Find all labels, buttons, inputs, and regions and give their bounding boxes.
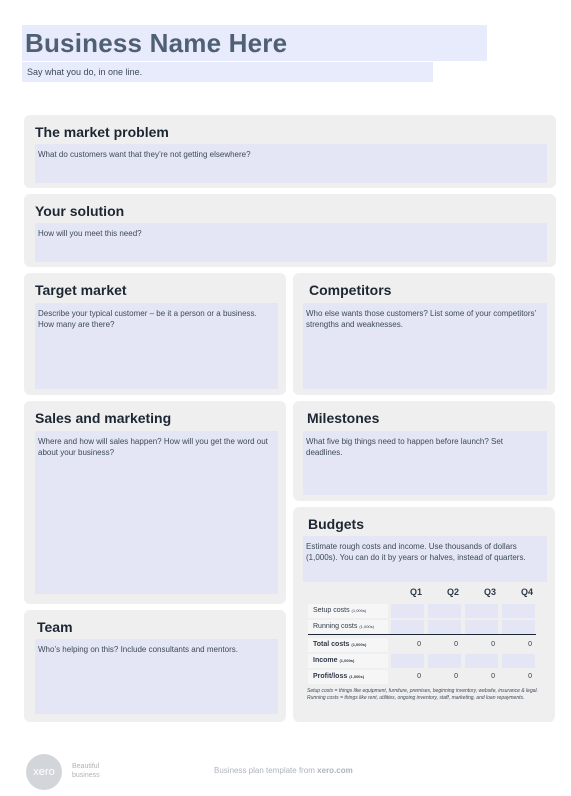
budget-row-label: Running costs bbox=[313, 623, 358, 630]
solution-heading: Your solution bbox=[35, 203, 125, 219]
budget-cell: 0 bbox=[528, 641, 532, 648]
budgets-field[interactable] bbox=[303, 536, 547, 582]
budget-unit: (1,000s) bbox=[339, 658, 355, 663]
budget-col-q1: Q1 bbox=[409, 587, 422, 597]
target-market-card bbox=[24, 273, 286, 395]
sales-marketing-field[interactable] bbox=[35, 431, 278, 594]
budget-row-total bbox=[308, 638, 538, 652]
solution-hint: How will you meet this need? bbox=[38, 229, 142, 238]
budget-unit: (1,000s) bbox=[351, 608, 367, 613]
budget-cell[interactable] bbox=[428, 604, 461, 618]
budget-row-label: Setup costs bbox=[313, 607, 350, 614]
budget-cell[interactable] bbox=[465, 620, 498, 634]
tagline-field[interactable] bbox=[22, 62, 433, 82]
footer-tagline bbox=[72, 762, 122, 780]
footer-tagline-line2: business bbox=[72, 772, 100, 779]
budget-unit: (1,000s) bbox=[351, 642, 367, 647]
budget-cell: 0 bbox=[454, 673, 458, 680]
milestones-field[interactable] bbox=[303, 431, 547, 495]
budget-unit: (1,000s) bbox=[359, 624, 374, 629]
budget-cell[interactable] bbox=[428, 654, 461, 668]
budget-cell[interactable] bbox=[465, 654, 498, 668]
budgets-heading: Budgets bbox=[308, 516, 364, 532]
sales-marketing-card bbox=[24, 401, 286, 604]
budget-cell[interactable] bbox=[502, 604, 535, 618]
tagline-text: Say what you do, in one line. bbox=[27, 67, 143, 77]
target-market-field[interactable] bbox=[35, 303, 278, 389]
budget-row-income bbox=[308, 654, 538, 668]
footer-tagline-line1: Beautiful bbox=[72, 763, 100, 770]
budget-cell[interactable] bbox=[391, 604, 424, 618]
budget-row-label: Income bbox=[313, 657, 338, 664]
milestones-hint: What five big things need to happen before launch? Set deadlines. bbox=[306, 437, 504, 457]
budget-note-running: Running costs = things like rent, utilities, ongoing inventory, staff, marketing, and loan repayments. bbox=[307, 695, 525, 701]
budget-cell: 0 bbox=[454, 641, 458, 648]
budget-cell[interactable] bbox=[428, 620, 461, 634]
budget-cell: 0 bbox=[417, 641, 421, 648]
budget-row-profit bbox=[308, 670, 538, 684]
budget-row-label: Total costs bbox=[313, 641, 350, 648]
target-market-hint: Describe your typical customer – be it a person or a business. How many are there? bbox=[38, 309, 257, 329]
budget-cell: 0 bbox=[528, 673, 532, 680]
budget-col-q4: Q4 bbox=[520, 587, 533, 597]
budget-total-divider bbox=[308, 634, 536, 635]
team-card bbox=[24, 610, 286, 722]
footer-source-link[interactable]: xero.com bbox=[317, 766, 353, 775]
milestones-card bbox=[293, 401, 555, 501]
budget-notes bbox=[307, 688, 543, 702]
market-problem-card bbox=[24, 115, 556, 188]
team-heading: Team bbox=[37, 619, 73, 635]
budget-cell[interactable] bbox=[465, 604, 498, 618]
budget-row-label: Profit/loss bbox=[313, 673, 348, 680]
budget-col-q2: Q2 bbox=[446, 587, 459, 597]
market-problem-field[interactable] bbox=[35, 144, 547, 183]
budget-cell: 0 bbox=[417, 673, 421, 680]
target-market-heading: Target market bbox=[35, 282, 127, 298]
business-name-title: Business Name Here bbox=[25, 28, 288, 58]
business-name-field[interactable] bbox=[22, 25, 487, 61]
budget-cell: 0 bbox=[491, 673, 495, 680]
budget-row-running bbox=[308, 620, 538, 634]
footer-source-prefix: Business plan template from bbox=[214, 766, 318, 775]
milestones-heading: Milestones bbox=[307, 410, 380, 426]
sales-marketing-heading: Sales and marketing bbox=[35, 410, 172, 426]
budget-unit: (1,000s) bbox=[349, 674, 365, 679]
budget-note-setup: Setup costs = things like equipment, furniture, premises, beginning inventory, website, insurance & legal. bbox=[307, 688, 539, 694]
competitors-field[interactable] bbox=[303, 303, 547, 389]
budget-cell[interactable] bbox=[391, 654, 424, 668]
competitors-card bbox=[293, 273, 555, 395]
sales-marketing-hint: Where and how will sales happen? How will you get the word out about your business? bbox=[38, 437, 268, 457]
budget-col-q3: Q3 bbox=[483, 587, 496, 597]
solution-field[interactable] bbox=[35, 223, 547, 262]
competitors-hint: Who else wants those customers? List some of your competitors’ strengths and weaknesses. bbox=[306, 309, 537, 329]
budgets-hint: Estimate rough costs and income. Use thousands of dollars (1,000s). You can do it by years or halves, instead of quarters. bbox=[306, 542, 526, 562]
footer-source bbox=[214, 766, 353, 775]
xero-logo: xero bbox=[26, 754, 62, 790]
competitors-heading: Competitors bbox=[309, 282, 392, 298]
team-hint: Who’s helping on this? Include consultants and mentors. bbox=[38, 645, 238, 654]
budget-cell: 0 bbox=[491, 641, 495, 648]
budget-cell[interactable] bbox=[502, 654, 535, 668]
budget-cell[interactable] bbox=[502, 620, 535, 634]
market-problem-heading: The market problem bbox=[35, 124, 169, 140]
budget-cell[interactable] bbox=[391, 620, 424, 634]
team-field[interactable] bbox=[35, 639, 278, 714]
solution-card bbox=[24, 194, 556, 267]
budget-row-setup bbox=[308, 604, 538, 618]
market-problem-hint: What do customers want that they’re not getting elsewhere? bbox=[38, 150, 251, 159]
